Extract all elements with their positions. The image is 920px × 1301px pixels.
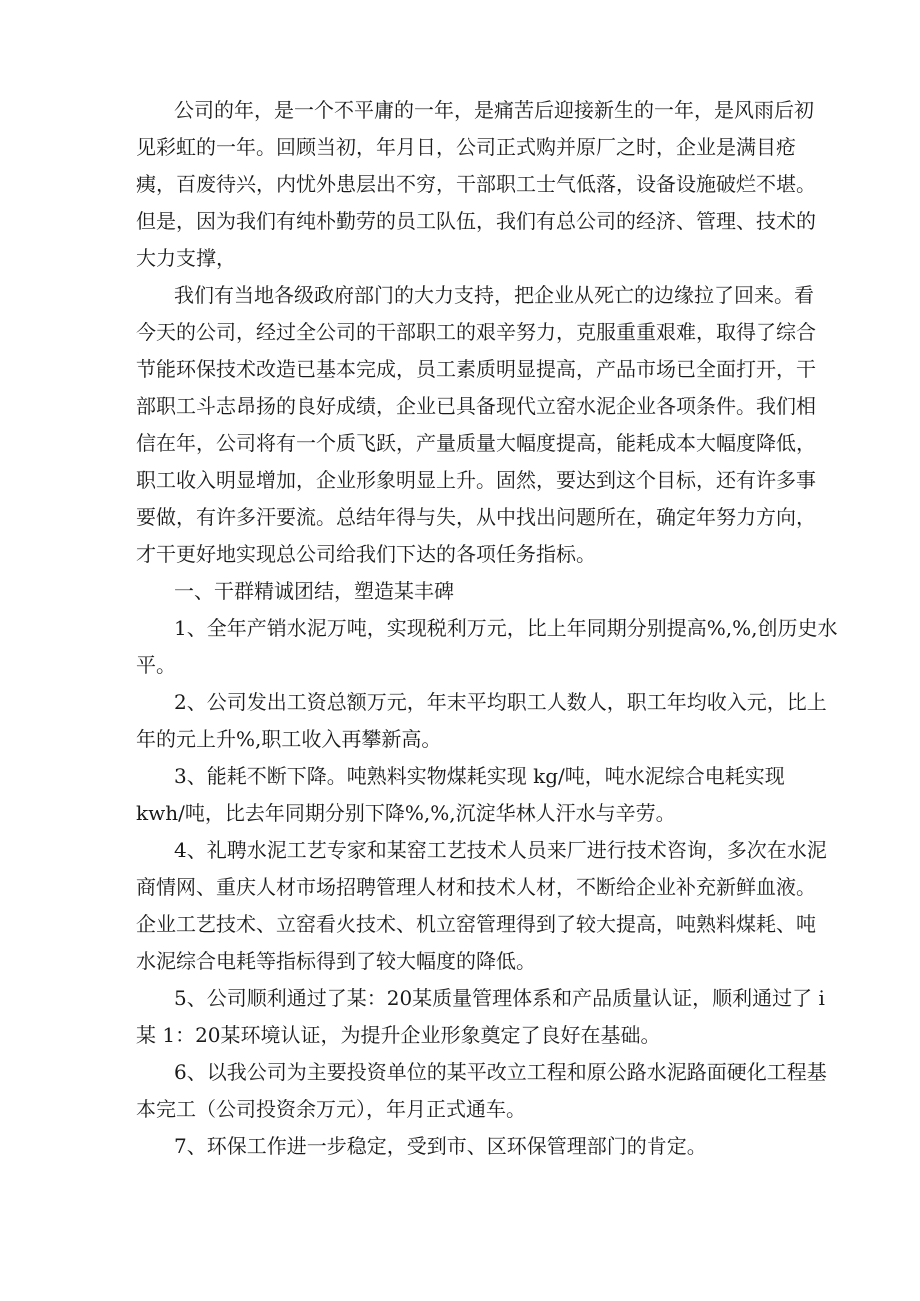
text-line: 企业工艺技术、立窑看火技术、机立窑管理得到了较大提高，吨熟料煤耗、吨	[136, 912, 816, 936]
text-line: 见彩虹的一年。回顾当初，年月日，公司正式购并原厂之时，企业是满目疮	[136, 135, 796, 159]
text-line: 职工收入明显增加，企业形象明显上升。固然，要达到这个目标，还有许多事	[136, 468, 816, 492]
text-line: 大力支撑，	[136, 246, 236, 270]
text-line: 节能环保技术改造已基本完成，员工素质明显提高，产品市场已全面打开，干	[136, 357, 816, 381]
text-line: 要做，有许多汗要流。总结年得与失，从中找出问题所在，确定年努力方向，	[136, 505, 816, 529]
text-line: 7、环保工作进一步稳定，受到市、区环保管理部门的肯定。	[174, 1134, 707, 1158]
text-line: 3、能耗不断下降。吨熟料实物煤耗实现 kg/吨，吨水泥综合电耗实现	[174, 764, 785, 788]
text-line: 公司的年，是一个不平庸的一年，是痛苦后迎接新生的一年，是风雨后初	[174, 98, 814, 122]
text-line: kwh/吨，比去年同期分别下降%,%,沉淀华林人汗水与辛劳。	[136, 801, 676, 825]
text-line: 水泥综合电耗等指标得到了较大幅度的降低。	[136, 949, 536, 973]
text-line: 本完工（公司投资余万元），年月正式通车。	[136, 1097, 526, 1121]
text-line: 今天的公司，经过全公司的干部职工的艰辛努力，克服重重艰难，取得了综合	[136, 320, 816, 344]
text-line: 才干更好地实现总公司给我们下达的各项任务指标。	[136, 542, 596, 566]
text-line: 部职工斗志昂扬的良好成绩，企业已具备现代立窑水泥企业各项条件。我们相	[136, 394, 816, 418]
text-line: 平。	[136, 653, 176, 677]
text-line: 商情网、重庆人材市场招聘管理人材和技术人材，不断给企业补充新鲜血液。	[136, 875, 816, 899]
text-line: 2、公司发出工资总额万元，年末平均职工人数人，职工年均收入元，比上	[174, 690, 827, 714]
text-line: 6、以我公司为主要投资单位的某平改立工程和原公路水泥路面硬化工程基	[174, 1060, 827, 1084]
text-line: 年的元上升%,职工收入再攀新高。	[136, 727, 442, 751]
text-line: 我们有当地各级政府部门的大力支持，把企业从死亡的边缘拉了回来。看	[174, 283, 814, 307]
text-line: 1、全年产销水泥万吨，实现税利万元，比上年同期分别提高%,%,创历史水	[174, 616, 838, 640]
text-line: 5、公司顺利通过了某：20某质量管理体系和产品质量认证，顺利通过了 i	[174, 986, 825, 1010]
section-heading: 一、干群精诚团结，塑造某丰碑	[174, 579, 454, 603]
text-line: 信在年，公司将有一个质飞跃，产量质量大幅度提高，能耗成本大幅度降低，	[136, 431, 816, 455]
text-line: 4、礼聘水泥工艺专家和某窑工艺技术人员来厂进行技术咨询，多次在水泥	[174, 838, 827, 862]
text-line: 某 1：20某环境认证，为提升企业形象奠定了良好在基础。	[136, 1023, 661, 1047]
text-line: 痍，百废待兴，内忧外患层出不穷，干部职工士气低落，设备设施破烂不堪。	[136, 172, 816, 196]
text-line: 但是，因为我们有纯朴勤劳的员工队伍，我们有总公司的经济、管理、技术的	[136, 209, 816, 233]
